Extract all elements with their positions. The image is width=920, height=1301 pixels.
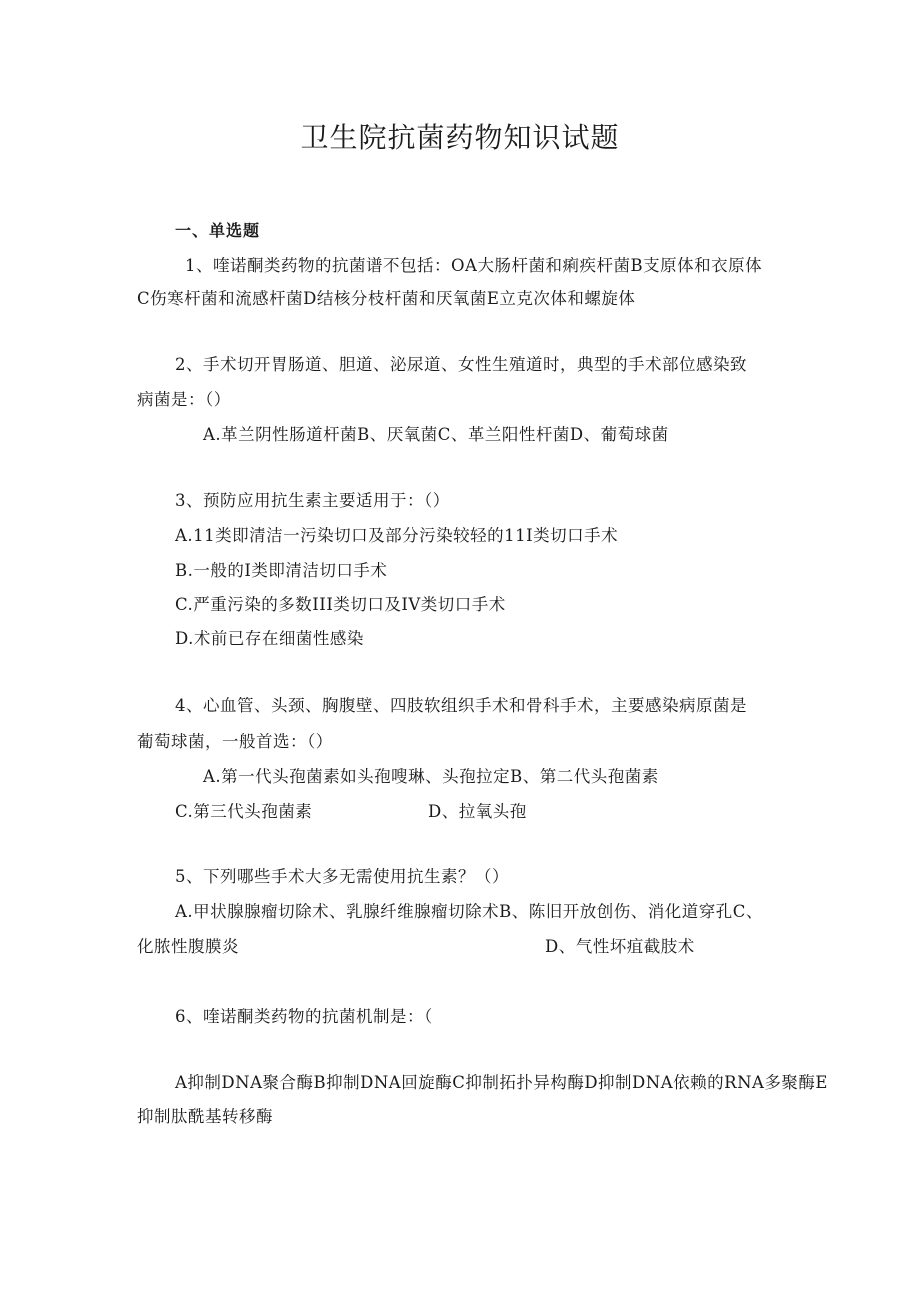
question-3-option-d: D.术前已存在细菌性感染 <box>175 629 364 648</box>
question-5-options-line-2: 化脓性腹膜炎 <box>137 937 239 956</box>
question-3-option-a: A.11类即清洁一污染切口及部分污染较轻的11I类切口手术 <box>175 526 619 545</box>
question-4-line-2: 葡萄球菌，一般首选：（） <box>137 732 333 751</box>
question-2-line-2: 病菌是：（） <box>137 390 231 409</box>
question-1-line-1: 1、喹诺酮类药物的抗菌谱不包括：OA大肠杆菌和痢疾杆菌B支原体和衣原体 <box>185 256 763 275</box>
question-4-option-c: C.第三代头孢菌素 <box>175 802 313 821</box>
question-2-line-1: 2、手术切开胃肠道、胆道、泌尿道、女性生殖道时，典型的手术部位感染致 <box>175 355 747 374</box>
question-1-line-2: C伤寒杆菌和流感杆菌D结核分枝杆菌和厌氧菌E立克次体和螺旋体 <box>137 289 636 308</box>
question-3-option-b: B.一般的I类即清洁切口手术 <box>175 561 388 580</box>
question-2-options: A.革兰阴性肠道杆菌B、厌氧菌C、革兰阳性杆菌D、葡萄球菌 <box>203 425 669 444</box>
question-4-option-d: D、拉氧头孢 <box>428 802 527 821</box>
section-heading: 一、单选题 <box>175 221 261 240</box>
question-4-options-ab: A.第一代头孢菌素如头孢嗖琳、头孢拉定B、第二代头孢菌素 <box>203 767 659 786</box>
question-5-options-line-1: A.甲状腺腺瘤切除术、乳腺纤维腺瘤切除术B、陈旧开放创伤、消化道穿孔C、 <box>175 902 763 921</box>
question-3-stem: 3、预防应用抗生素主要适用于：（） <box>175 491 450 510</box>
question-5-stem: 5、下列哪些手术大多无需使用抗生素？（） <box>175 867 509 886</box>
question-4-line-1: 4、心血管、头颈、胸腹壁、四肢软组织手术和骨科手术，主要感染病原菌是 <box>175 696 747 715</box>
question-3-option-c: C.严重污染的多数III类切口及IV类切口手术 <box>175 595 506 614</box>
question-6-options-line-1: A抑制DNA聚合酶B抑制DNA回旋酶C抑制拓扑异构酶D抑制DNA依赖的RNA多聚酶E <box>175 1073 828 1092</box>
question-6-stem: 6、喹诺酮类药物的抗菌机制是：（ <box>175 1007 433 1026</box>
question-5-option-d: D、气性坏疽截肢术 <box>545 937 695 956</box>
question-6-options-line-2: 抑制肽酰基转移酶 <box>137 1107 273 1126</box>
document-title: 卫生院抗菌药物知识试题 <box>300 121 620 154</box>
